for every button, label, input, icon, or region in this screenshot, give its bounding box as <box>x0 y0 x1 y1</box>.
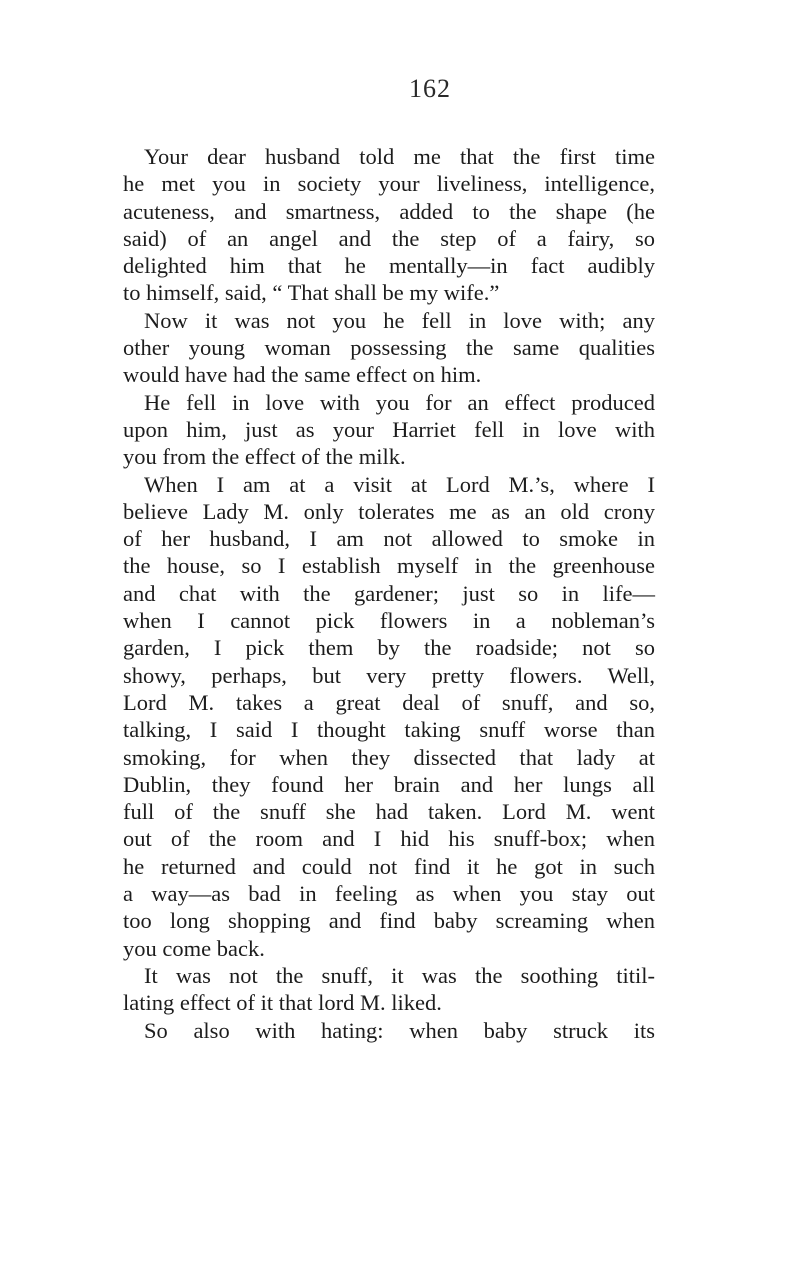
text-line: of her husband, I am not allowed to smoke in <box>123 526 655 552</box>
text-line: showy, perhaps, but very pretty flowers. Well, <box>123 662 655 688</box>
text-line: lating effect of it that lord M. liked. <box>123 990 442 1016</box>
text-line: he met you in society your liveliness, intelligence, <box>123 171 655 197</box>
text-line: too long shopping and find baby screaming when <box>123 908 655 934</box>
text-line: talking, I said I thought taking snuff worse than <box>123 717 655 743</box>
text-line: Your dear husband told me that the first time <box>144 144 655 169</box>
text-line: he returned and could not find it he got in such <box>123 853 655 879</box>
text-line: Dublin, they found her brain and her lungs all <box>123 771 655 797</box>
text-line: smoking, for when they dissected that lady at <box>123 744 655 770</box>
text-line: to himself, said, “ That shall be my wife.” <box>123 280 500 306</box>
body-text <box>123 143 655 1044</box>
text-line: So also with hating: when baby struck its <box>144 1017 655 1043</box>
text-line: upon him, just as your Harriet fell in love with <box>123 416 655 442</box>
text-line: would have had the same effect on him. <box>123 362 482 388</box>
text-line: full of the snuff she had taken. Lord M. went <box>123 799 655 825</box>
text-line: you come back. <box>123 935 265 961</box>
text-line: when I cannot pick flowers in a nobleman’s <box>123 608 655 634</box>
text-line: garden, I pick them by the roadside; not so <box>123 635 655 661</box>
text-line: believe Lady M. only tolerates me as an old crony <box>123 498 655 524</box>
text-line: Lord M. takes a great deal of snuff, and so, <box>123 689 655 715</box>
text-line: the house, so I establish myself in the greenhouse <box>123 553 655 579</box>
text-line: you from the effect of the milk. <box>123 444 406 470</box>
text-line: said) of an angel and the step of a fairy, so <box>123 225 655 251</box>
text-line: delighted him that he mentally—in fact audibly <box>123 253 655 279</box>
text-line: and chat with the gardener; just so in life— <box>123 580 655 606</box>
page-number: 162 <box>409 74 451 103</box>
text-line: a way—as bad in feeling as when you stay out <box>123 881 655 907</box>
text-line: When I am at a visit at Lord M.’s, where I <box>144 471 655 497</box>
text-line: It was not the snuff, it was the soothing titil- <box>144 962 655 988</box>
text-line: other young woman possessing the same qualities <box>123 335 655 361</box>
text-line: out of the room and I hid his snuff-box; when <box>123 826 655 852</box>
text-line: He fell in love with you for an effect produced <box>144 389 655 415</box>
text-line: acuteness, and smartness, added to the shape (he <box>123 198 655 224</box>
text-line: Now it was not you he fell in love with; any <box>144 307 655 333</box>
